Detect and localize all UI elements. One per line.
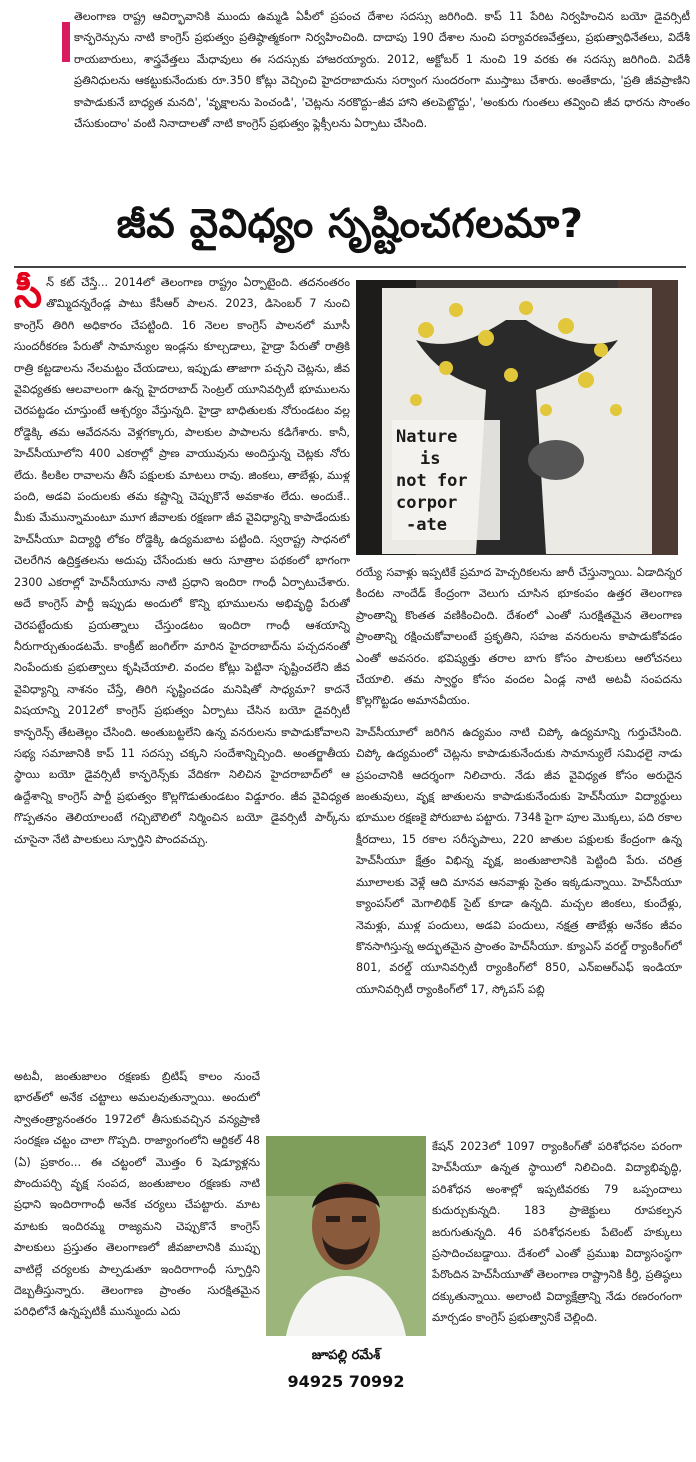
article-col2-lower: [432, 1136, 682, 1426]
article-paragraph-1-text: న్ కట్ చేస్తే... 2014లో తెలంగాణ రాష్ట్రం ఏర్పాటైంది. తదనంతరం తొమ్మిదన్నరేండ్ల పాటు కేసీఆర్ పాలన. 2023, డిసెంబర్ 7 నుంచి కాంగ్రెస్ తిరిగి అధికారం చేపట్టింది. 16 నెలల కాంగ్రెస్ పాలనలో మూసీ సుందరీకరణ పేరుతో సామాన్యుల ఇండ్లను కూల్చడాలు, హైడ్రా పేరుతో రాత్రికి రాత్రి కట్టడాలను నేలమట్టం చేయడాలు, ఇప్పుడు తాజాగా పచ్చని చెట్లను, జీవ వైవిధ్యతకు ఆలవాలంగా ఉన్న హైదరాబాద్ సెంట్రల్ యూనివర్సిటీ భూములను చెరపట్టడం చూస్తుంటే ఆశ్చర్యం వేస్తున్నది. హైడ్రా బాధితులకు నోరుండటం వల్ల రోడ్డెక్కి తమ ఆవేదనను వెళ్లగక్కారు, పాలకుల పాపాలను కడిగేశారు. కానీ, హెచ్‌సీయూలోని 400 ఎకరాల్లో ప్రాణ వాయువును అందిస్తున్న చెట్లకు నోరు లేదు. కిలకిల రావాలను తీసే పక్షులకు మాటలు రావు. జింకలు, తాబేళ్లు, ముళ్ల పంది, అడవి పందులకు తమ కష్టాన్ని చెప్పుకొనే అవకాశం లేదు. అందుకే.. మీకు మేమున్నామంటూ మూగ జీవాలకు రక్షణగా జీవ వైవిధ్యాన్ని కాపాడేందుకు హెచ్‌సీయూ విద్యార్థి లోకం రోడ్డెక్కి ఉద్యమబాట పట్టింది. స్వరాష్ట్ర సాధనలో చెలరేగిన ఉద్రిక్తతలను అదుపు చేసేందుకు ఆరు సూత్రాల పథకంలో భాగంగా 2300 ఎకరాల్లో హెచ్‌సీయూను నాటి ప్రధాని ఇందిరా గాంధీ ఏర్పాటుచేశారు. అదే కాంగ్రెస్ పార్టీ ఇప్పుడు అందులో కొన్ని భూములను అభివృద్ధి పేరుతో చెరపట్టేందుకు ప్రయత్నాలు చేస్తుండటం ఇందిరా గాంధీ ఆశయాన్ని నీరుగార్చుతుండటమే. కాంక్రీట్ జంగిల్‌గా మారిన హైదరాబాద్‌ను పచ్చదనంతో నింపేందుకు ప్రభుత్వాలు కృషిచేయాలి. వందల కోట్లు పెట్టినా సృష్టించలేని జీవ వైవిధ్యాన్ని నాశనం చేస్తే, తిరిగి సృష్టించడం మనిషితో సాధ్యమా? కాదనే విషయాన్ని 2012లో కాంగ్రెస్ ప్రభుత్వం ఏర్పాటు చేసిన బయో డైవర్సిటీ కాన్ఫరెన్స్ తేటతెల్లం చేసింది. అంతుబట్టలేని ఉన్న వనరులను కాపాడుకోవాలని సభ్య సమాజానికి కాప్ 11 సదస్సు చక్కని సందేశాన్నిచ్చింది. అంతర్జాతీయ స్థాయి బయో డైవర్సిటీ కాన్ఫరెన్స్‌కు వేదికగా నిలిచిన హైదరాబాద్‌లో ఆ ఉద్దేశాన్ని కాంగ్రెస్ పార్టీ ప్రభుత్వం కొల్లగొడుతుండటం విడ్డూరం. జీవ వైవిధ్యత గొప్పతనం తెలియాలంటే గచ్చిబౌలిలో నిర్మించిన బయో డైవర్సిటీ పార్క్‌ను చూసైనా నేటి పాలకులు స్ఫూర్తిని పొందవచ్చు.: [14, 276, 350, 846]
article-paragraph-4: హెచ్‌సీయూలో జరిగిన ఉద్యమం నాటి చిప్కో ఉద్యమాన్ని గుర్తుచేసింది. చిప్కో ఉద్యమంలో చెట్లను కాపాడుకునేందుకు సామాన్యులే సమిధలై నాడు ప్రపంచానికి ఆదర్శంగా నిలిచారు. నేడు జీవ వైవిధ్యత కోసం అరుదైన జంతువులు, వృక్ష జాతులను కాపాడుకునేందుకు హెచ్‌సీయూ విద్యార్థులు భూముల రక్షణకై పోరుబాట పట్టారు. 734కి పైగా పూల మొక్కలు, పది రకాల క్షీరదాలు, 15 రకాల సరీసృపాలు, 220 జాతుల పక్షులకు కేంద్రంగా ఉన్న హెచ్‌సీయూ క్షేత్రం విభిన్న వృక్ష, జంతుజాలానికి పెట్టింది పేరు. చరిత్ర మూలాలకు వెళ్లే ఆది మానవ ఆనవాళ్లు సైతం ఇక్కడున్నాయి. హెచ్‌సీయూ క్యాంపస్‌లో మెగాలిథిక్ సైట్ కూడా ఉన్నది. మచ్చల జింకలు, కుందేళ్లు, నెమళ్లు, ముళ్ల పందులు, అడవి పందులు, నక్షత్ర తాబేళ్లు అనేకం జీవం కొనసాగిస్తున్న అద్భుతమైన ప్రాంతం హెచ్‌సీయూ. క్యూఎస్ వరల్డ్ ర్యాంకింగ్‌లో 801, వరల్డ్ యూనివర్సిటీ ర్యాంకింగ్‌లో 850, ఎన్ఐఆర్ఎఫ్ ఇండియా యూనివర్సిటీ ర్యాంకింగ్‌లో 17, స్కోపస్ పబ్లి: [356, 725, 682, 996]
placard-line-1: Nature: [396, 427, 458, 447]
placard-line-5: -ate: [406, 515, 447, 535]
intro-text: తెలంగాణ రాష్ట్ర ఆవిర్భావానికి ముందు ఉమ్మడి ఏపీలో ప్రపంచ దేశాల సదస్సు జరిగింది. కాప్ 11 పేరిట నిర్వహించిన బయో డైవర్సిటీ కాన్ఫరెన్సును నాటి కాంగ్రెస్ ప్రభుత్వం ప్రతిష్ఠాత్మకంగా నిర్వహించింది. దాదాపు 190 దేశాల నుంచి పర్యావరణవేత్తలు, ప్రభుత్వాధినేతలు, విదేశీ రాయబారులు, శాస్త్రవేత్తలు మేధావులు ఈ సదస్సుకు హాజరయ్యారు. 2012, అక్టోబర్ 1 నుంచి 19 వరకు ఈ సదస్సు జరిగింది. విదేశీ ప్రతినిధులను ఆకట్టుకునేందుకు రూ.350 కోట్లు వెచ్చించి హైదరాబాదును సర్వాంగ సుందరంగా ముస్తాబు చేశారు. అంతేకాదు, 'ప్రతి జీవప్రాణిని కాపాడుకునే బాధ్యత మనది', 'వృక్షాలను పెంచండి', 'చెట్లను నరకొద్దు–జీవ హాని తలపెట్టొద్దు', 'అంకురు గుంతలు తవ్వించి జీవ ధారను సొంతం చేసుకుందాం' వంటి నినాదాలతో నాటి కాంగ్రెస్ ప్రభుత్వం ఫ్లెక్సీలను ఏర్పాటు చేసింది.: [74, 10, 690, 131]
headline-rule: [14, 266, 686, 268]
article-paragraph-2: అటవీ, జంతుజాలం రక్షణకు బ్రిటిష్ కాలం నుంచే భారత్‌లో అనేక చట్టాలు అమలవుతున్నాయి. అందులో స్వాతంత్ర్యానంతరం 1972లో తీసుకువచ్చిన వన్యప్రాణి సంరక్షణ చట్టం చాలా గొప్పది. రాజ్యాంగంలోని ఆర్టికల్ 48 (ఏ) ప్రకారం... ఈ చట్టంలో మొత్తం 6 షెడ్యూళ్లను పొందుపర్చి వృక్ష సంపద, జంతుజాలం రక్షణకు నాటి ప్రధాని ఇందిరాగాంధీ అనేక చర్యలు చేపట్టారు. మాట మాటకు ఇందిరమ్మ రాజ్యమని చెప్పుకొనే కాంగ్రెస్ పాలకులు ప్రస్తుతం తెలంగాణలో జీవజాలానికి ముప్పు వాటిల్లే చర్యలకు పాల్పడుతూ ఇందిరాగాంధీ స్ఫూర్తిని దెబ్బతీస్తున్నారు. తెలంగాణ ప్రాంతం సురక్షితమైన పరిధిలోనే ఉన్నప్పటికీ మున్ముందు ఎదు: [14, 1070, 260, 1319]
dropcap: సీ: [14, 272, 43, 317]
author-byline: [266, 1348, 426, 1391]
article-paragraph-3: రయ్యే సవాళ్లు ఇప్పటికే ప్రమాద హెచ్చరికలను జారీ చేస్తున్నాయి. ఏడాదిన్నర కిందట నాందేడ్ కేంద్రంగా వెలుగు చూసిన భూకంపం ఉత్తర తెలంగాణ ప్రాంతాన్ని కొంతత వణికించింది. దేశంలో ఎంతో సురక్షితమైన తెలంగాణ ప్రాంతాన్ని రక్షించుకోవాలంటే ప్రకృతిని, సహజ వనరులను కాపాడుకోవడం ఎంతో అవసరం. భవిష్యత్తు తరాల బాగు కోసం పాలకులు ఆలోచనలు చేయాలి. తమ స్వార్థం కోసం వందల ఏండ్ల నాటి అటవీ సంపదను కొల్లగొట్టడం అమానవీయం.: [356, 566, 682, 708]
article-col2-upper: [356, 562, 682, 1076]
protest-photo: [356, 280, 678, 555]
headline: జీవ వైవిధ్యం సృష్టించగలమా?: [116, 201, 584, 247]
placard-line-2: is: [420, 449, 441, 469]
placard-line-3: not for: [396, 471, 468, 491]
author-photo: [266, 1136, 426, 1336]
author-portrait-illustration: [266, 1136, 426, 1336]
intro-box: [60, 6, 690, 186]
author-name: జూపల్లి రమేశ్: [311, 1348, 381, 1363]
placard-line-4: corpor: [396, 493, 458, 513]
article-col1-lower: [14, 1066, 260, 1406]
placard-text: [396, 426, 500, 536]
article-paragraph-5: కేషన్ 2023లో 1097 ర్యాంకింగ్‌తో పరిశోధనల పరంగా హెచ్‌సీయూ ఉన్నత స్థాయిలో నిలిచింది. విద్యాభివృద్ధి, పరిశోధన అంశాల్లో ఇప్పటివరకు 79 ఒప్పందాలు కుదుర్చుకున్నది. 183 ప్రాజెక్టులు రూపకల్పన జరుగుతున్నది. 46 పరిశోధనలకు పేటెంట్ హక్కులు ప్రసాదించబడ్డాయి. దేశంలో ఎంతో ప్రముఖ విద్యాసంస్థగా పేరొందిన హెచ్‌సీయూతో తెలంగాణ రాష్ట్రానికి కీర్తి, ప్రతిష్ఠలు దక్కుతున్నాయి. అలాంటి విద్యాక్షేత్రాన్ని నేడు రణరంగంగా మార్చడం కాంగ్రెస్ ప్రభుత్వానికే చెల్లింది.: [432, 1140, 682, 1325]
article-paragraph-1: [14, 272, 350, 850]
article-col1-upper: [14, 272, 350, 1058]
author-phone: 94925 70992: [287, 1372, 405, 1391]
